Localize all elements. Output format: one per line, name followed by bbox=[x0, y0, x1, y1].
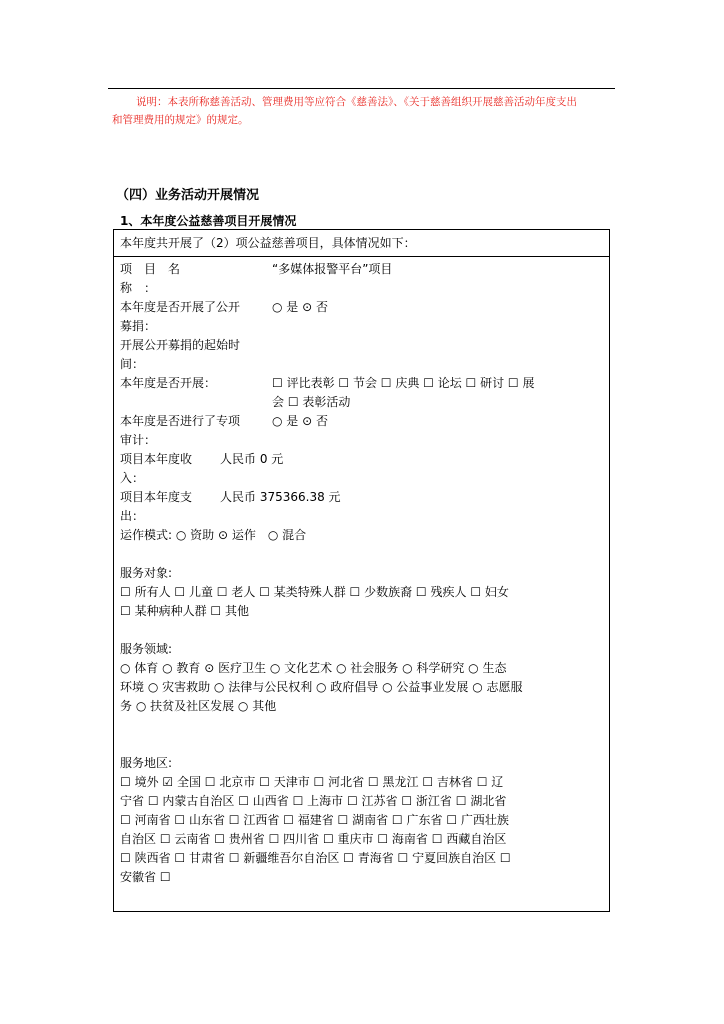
public-fund-label: 本年度是否开展了公开 bbox=[120, 300, 241, 314]
income-value: 人民币 0 元 bbox=[220, 452, 284, 466]
service-area-options-5[interactable]: ☐ 陕西省 ☐ 甘肃省 ☐ 新疆维吾尔自治区 ☐ 青海省 ☐ 宁夏回族自治区 ☐ bbox=[120, 851, 511, 865]
service-area-options-2[interactable]: 宁省 ☐ 内蒙古自治区 ☐ 山西省 ☐ 上海市 ☐ 江苏省 ☐ 浙江省 ☐ 湖北省 bbox=[120, 794, 507, 808]
service-field-label: 服务领域: bbox=[120, 642, 173, 656]
operation-mode[interactable]: 运作模式: ○ 资助 ⊙ 运作 ○ 混合 bbox=[120, 528, 307, 542]
activities-label: 本年度是否开展： bbox=[120, 376, 217, 390]
project-name-label-cont: 称 ： bbox=[120, 281, 157, 295]
activities-label-spacer bbox=[120, 393, 272, 412]
note-line-1: 说明：本表所称慈善活动、管理费用等应符合《慈善法》、《关于慈善组织开展慈善活动年度支出 bbox=[136, 96, 577, 108]
project-table bbox=[113, 229, 610, 912]
service-field-options-3[interactable]: 务 ○ 扶贫及社区发展 ○ 其他 bbox=[120, 699, 277, 713]
table-content bbox=[120, 260, 607, 887]
note-line-2: 和管理费用的规定》的规定。 bbox=[112, 114, 249, 126]
fund-start-label-cont: 间： bbox=[120, 357, 145, 371]
activities-checkboxes-cont[interactable]: 会 ☐ 表彰活动 bbox=[272, 395, 351, 409]
service-field-options-2[interactable]: 环境 ○ 灾害救助 ○ 法律与公民权利 ○ 政府倡导 ○ 公益事业发展 ○ 志愿服 bbox=[120, 680, 523, 694]
top-rule bbox=[108, 88, 615, 89]
public-fund-label-cont: 募捐： bbox=[120, 319, 157, 333]
expense-label-cont: 出： bbox=[120, 509, 145, 523]
audit-row-cont bbox=[120, 431, 607, 450]
explanatory-note bbox=[112, 93, 617, 129]
fund-start-row-cont bbox=[120, 355, 607, 374]
section-title: （四）业务活动开展情况 bbox=[116, 188, 260, 203]
service-target-label: 服务对象: bbox=[120, 566, 173, 580]
spacer bbox=[120, 735, 607, 754]
expense-row-cont bbox=[120, 507, 607, 526]
service-area-options-1[interactable]: ☐ 境外 ☑ 全国 ☐ 北京市 ☐ 天津市 ☐ 河北省 ☐ 黑龙江 ☐ 吉林省 ☐ 辽 bbox=[120, 775, 504, 789]
service-area-options-6[interactable]: 安徽省 ☐ bbox=[120, 870, 171, 884]
expense-row bbox=[120, 488, 607, 507]
expense-label: 项目本年度支 bbox=[120, 490, 193, 504]
income-label: 项目本年度收 bbox=[120, 452, 193, 466]
fund-start-label: 开展公开募捐的起始时 bbox=[120, 338, 241, 352]
sub-title: 1、本年度公益慈善项目开展情况 bbox=[120, 214, 297, 228]
table-header: 本年度共开展了（2）项公益慈善项目，具体情况如下： bbox=[114, 230, 609, 257]
project-name-label: 项 目 名 bbox=[120, 262, 181, 276]
audit-row bbox=[120, 412, 607, 431]
project-name-value: “多媒体报警平台”项目 bbox=[272, 262, 393, 276]
audit-label: 本年度是否进行了专项 bbox=[120, 414, 241, 428]
service-field-options-1[interactable]: ○ 体育 ○ 教育 ⊙ 医疗卫生 ○ 文化艺术 ○ 社会服务 ○ 科学研究 ○ 生态 bbox=[120, 661, 507, 675]
income-row-cont bbox=[120, 469, 607, 488]
activities-row-cont bbox=[120, 393, 607, 412]
service-area-options-3[interactable]: ☐ 河南省 ☐ 山东省 ☐ 江西省 ☐ 福建省 ☐ 湖南省 ☐ 广东省 ☐ 广西壮族 bbox=[120, 813, 509, 827]
project-name-row bbox=[120, 260, 607, 279]
spacer bbox=[120, 716, 607, 735]
service-area-label: 服务地区: bbox=[120, 756, 173, 770]
public-fund-row-cont bbox=[120, 317, 607, 336]
project-name-row-cont bbox=[120, 279, 607, 298]
service-area-options-4[interactable]: 自治区 ☐ 云南省 ☐ 贵州省 ☐ 四川省 ☐ 重庆市 ☐ 海南省 ☐ 西藏自治区 bbox=[120, 832, 507, 846]
public-fund-row bbox=[120, 298, 607, 317]
audit-label-cont: 审计： bbox=[120, 433, 157, 447]
audit-radio[interactable]: ○ 是 ⊙ 否 bbox=[272, 414, 328, 428]
activities-checkboxes[interactable]: ☐ 评比表彰 ☐ 节会 ☐ 庆典 ☐ 论坛 ☐ 研讨 ☐ 展 bbox=[272, 376, 535, 390]
expense-value: 人民币 375366.38 元 bbox=[220, 490, 341, 504]
fund-start-row bbox=[120, 336, 607, 355]
spacer bbox=[120, 621, 607, 640]
activities-row bbox=[120, 374, 607, 393]
public-fund-radio[interactable]: ○ 是 ⊙ 否 bbox=[272, 300, 328, 314]
service-target-options-2[interactable]: ☐ 某种病种人群 ☐ 其他 bbox=[120, 604, 249, 618]
income-label-cont: 入： bbox=[120, 471, 145, 485]
income-row bbox=[120, 450, 607, 469]
service-target-options-1[interactable]: ☐ 所有人 ☐ 儿童 ☐ 老人 ☐ 某类特殊人群 ☐ 少数族裔 ☐ 残疾人 ☐ 妇女 bbox=[120, 585, 509, 599]
spacer bbox=[120, 545, 607, 564]
